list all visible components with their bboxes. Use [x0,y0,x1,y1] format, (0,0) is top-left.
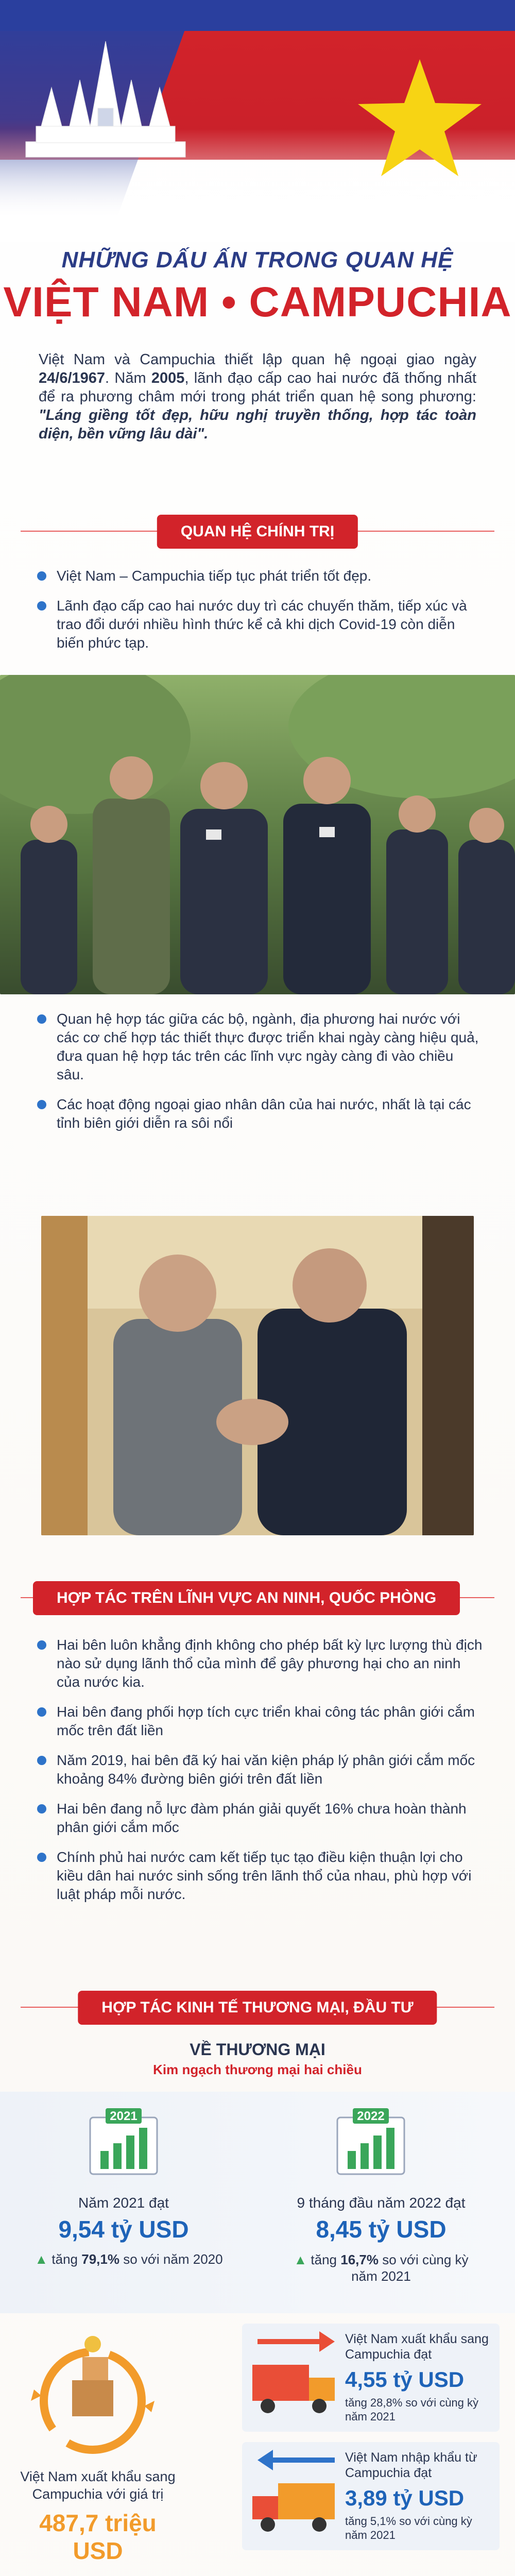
title-big: VIỆT NAM • CAMPUCHIA [3,279,512,326]
trade-panel [0,2092,515,2313]
section-title: QUAN HỆ CHÍNH TRỊ [157,515,358,549]
import-value: 3,89 tỷ USD [345,2486,465,2510]
list-item: Chính phủ hai nước cam kết tiếp tục tạo điều kiện thuận lợi cho kiều dân hai nước sinh sống trên lãnh thổ của nhau, phù hợp với luật pháp mỗi nước. [57,1848,484,1904]
section-economy [0,1984,515,2031]
list-item: Hai bên đang phối hợp tích cực triển khai công tác phân giới cắm mốc trên đất liền [57,1703,484,1740]
politics-bullets [57,567,484,664]
arrow-left-icon [258,2450,335,2470]
y2022-value: 8,45 tỷ USD [316,2216,447,2243]
section-title: HỢP TÁC TRÊN LĨNH VỰC AN NINH, QUỐC PHÒNG [33,1581,460,1615]
angkor-wat-icon [21,31,191,165]
y2021-label: Năm 2021 đạt [78,2195,169,2211]
list-item: Quan hệ hợp tác giữa các bộ, ngành, địa phương hai nước với các cơ chế hợp tác thiết thực được triển khai ngày càng hiệu quả, đưa quan hệ hợp tác trên các lĩnh vực ngày càng đi vào chiều sâu. [57,1010,484,1084]
y2021-value: 9,54 tỷ USD [58,2216,189,2243]
export-growth: tăng 28,8% so với cùng kỳ năm 2021 [345,2396,479,2423]
year-2022-badge: 2022 [357,2109,385,2123]
trade-title: VỀ THƯƠNG MẠI [190,2040,325,2059]
export-card [242,2324,500,2432]
y2021-growth: ▲ tăng 79,1% so với năm 2020 [35,2251,223,2267]
y2022-label: 9 tháng đầu năm 2022 đạt [297,2195,466,2211]
services-value: 487,7 triệu USD [39,2510,157,2564]
section-security [0,1574,515,1621]
export-label: Việt Nam xuất khẩu sang Campuchia đạt [345,2332,489,2362]
list-item: Lãnh đạo cấp cao hai nước duy trì các chuyến thăm, tiếp xúc và trao đổi dưới nhiều hình thức kể cả khi dịch Covid-19 còn diễn biến phức tạp. [57,597,484,652]
security-bullets [57,1636,484,1915]
arrow-up-icon: ▲ [294,2252,307,2267]
truck-export-icon [252,2360,340,2416]
export-value: 4,55 tỷ USD [345,2367,465,2392]
header-flags [0,0,515,242]
list-item: Hai bên đang nỗ lực đàm phán giải quyết 16% chưa hoàn thành phân giới cắm mốc [57,1800,484,1837]
title-small: NHỮNG DẤU ẤN TRONG QUAN HỆ [61,247,454,273]
year-2021-badge: 2021 [110,2109,138,2123]
intro-text: Việt Nam và Campuchia thiết lập quan hệ ngoại giao ngày 24/6/1967. Năm 2005, lãnh đạo cấp cao hai nước đã thống nhất để ra phương châm mới trong phát triển quan hệ song phương: "Láng giềng tốt đẹp, hữu nghị truyền thống, hợp tác toàn diện, bền vững lâu dài". [39,351,477,442]
arrow-right-icon [258,2331,335,2352]
import-label: Việt Nam nhập khẩu từ Campuchia đạt [345,2450,477,2480]
list-item: Việt Nam – Campuchia tiếp tục phát triển tốt đẹp. [57,567,484,585]
section-title: HỢP TÁC KINH TẾ THƯƠNG MẠI, ĐẦU TƯ [78,1991,437,2025]
leaders-photo-2 [41,1216,474,1535]
politics-bullets-2 [57,1010,484,1144]
import-growth: tăng 5,1% so với cùng kỳ năm 2021 [345,2515,472,2541]
import-card [242,2442,500,2550]
leaders-photo-1 [0,675,515,994]
cargo-boxes-icon [15,2329,170,2463]
y2022-growth: ▲ tăng 16,7% so với cùng kỳ năm 2021 [294,2252,469,2284]
list-item: Năm 2019, hai bên đã ký hai văn kiện pháp lý phân giới cắm mốc khoảng 84% đường biên giới trên đất liền [57,1751,484,1788]
section-politics [0,507,515,555]
vietnam-star-icon [355,57,484,180]
trade-subtitle: Kim ngạch thương mại hai chiều [153,2062,362,2077]
list-item: Các hoạt động ngoại giao nhân dân của hai nước, nhất là tại các tỉnh biên giới diễn ra sôi nổi [57,1095,484,1132]
truck-import-icon [252,2478,340,2535]
arrow-up-icon: ▲ [35,2251,48,2267]
list-item: Hai bên luôn khẳng định không cho phép bất kỳ lực lượng thù địch nào sử dụng lãnh thổ của mình để gây phương hại cho an ninh của nước kia. [57,1636,484,1691]
services-label: Việt Nam xuất khẩu sang Campuchia với giá trị [20,2469,176,2502]
